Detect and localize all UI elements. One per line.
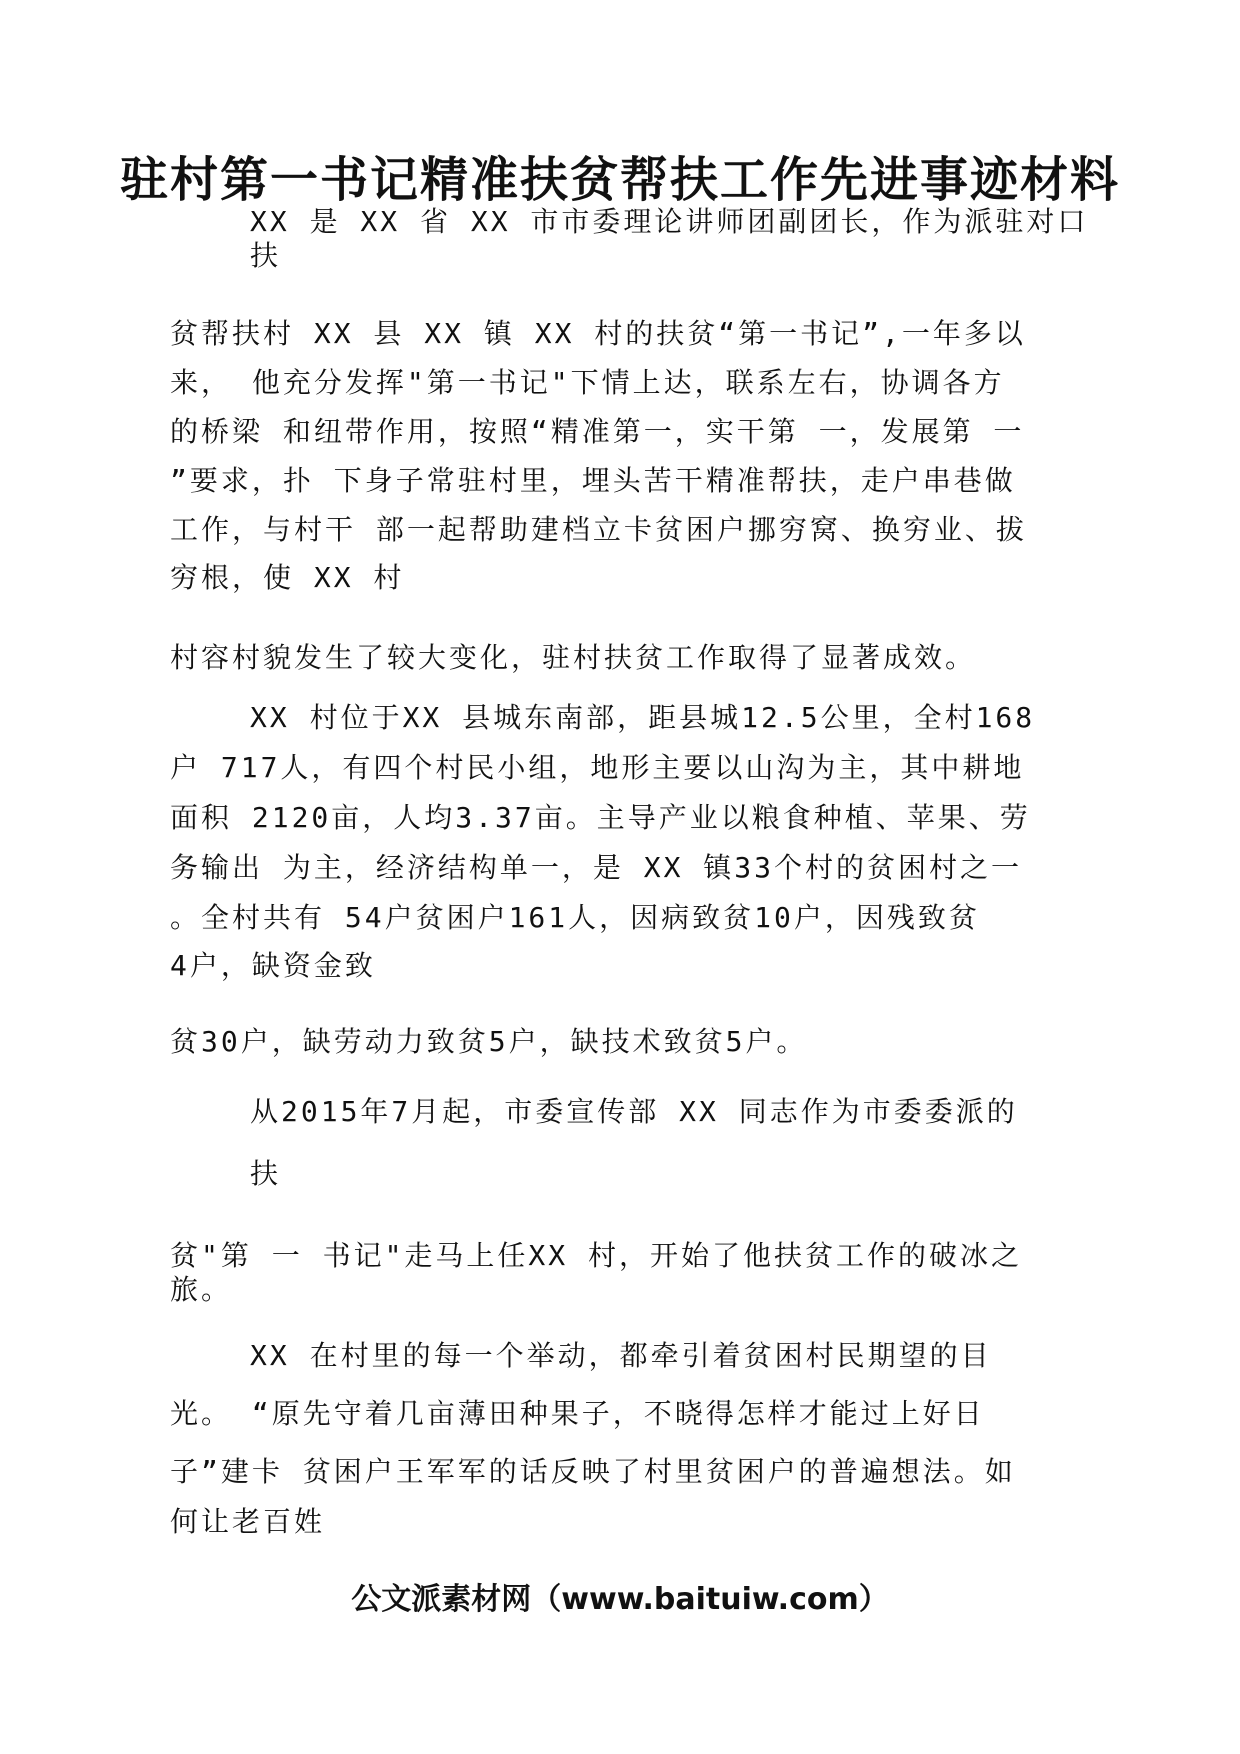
paragraph-line: 来， 他充分发挥"第一书记"下情上达，联系左右，协调各方 (170, 366, 1005, 399)
paragraph-line: 光。 “原先守着几亩薄田种果子，不晓得怎样才能过上好日 (170, 1397, 985, 1430)
paragraph-line: 从2015年7月起，市委宣传部 XX 同志作为市委委派的 (250, 1095, 1018, 1128)
paragraph-line: 贫30户，缺劳动力致贫5户，缺技术致贫5户。 (170, 1025, 808, 1058)
paragraph-line: 的桥梁 和纽带作用，按照“精准第一，实干第 一，发展第 一 (170, 415, 1025, 448)
paragraph-line: 户 717人，有四个村民小组，地形主要以山沟为主，其中耕地 (170, 751, 1025, 784)
paragraph-line: 4户，缺资金致 (170, 949, 376, 982)
paragraph-line: 村容村貌发生了较大变化，驻村扶贫工作取得了显著成效。 (170, 641, 977, 674)
paragraph-line: 何让老百姓 (170, 1505, 326, 1538)
paragraph-line: 贫"第 一 书记"走马上任XX 村，开始了他扶贫工作的破冰之 (170, 1239, 1023, 1272)
paragraph-line: 穷根，使 XX 村 (170, 561, 405, 594)
paragraph-line: XX 是 XX 省 XX 市市委理论讲师团副团长，作为派驻对口 (250, 205, 1089, 238)
paragraph-line: XX 在村里的每一个举动，都牵引着贫困村民期望的目 (250, 1339, 992, 1372)
paragraph-line: 工作，与村干 部一起帮助建档立卡贫困户挪穷窝、换穷业、拔 (170, 513, 1027, 546)
paragraph-line: ”要求，扑 下身子常驻村里，埋头苦干精准帮扶，走户串巷做 (170, 464, 1016, 497)
paragraph-line: 贫帮扶村 XX 县 XX 镇 XX 村的扶贫“第一书记”,一年多以 (170, 317, 1026, 350)
paragraph-line: XX 村位于XX 县城东南部，距县城12.5公里，全村168 (250, 701, 1036, 734)
paragraph-line: 旅。 (170, 1273, 233, 1306)
paragraph-line: 。全村共有 54户贫困户161人，因病致贫10户，因残致贫 (170, 901, 980, 934)
footer-source-text: 公文派素材网（www.baituiw.com） (351, 1582, 889, 1617)
paragraph-line: 子”建卡 贫困户王军军的话反映了村里贫困户的普遍想法。如 (170, 1455, 1016, 1488)
document-title: 驻村第一书记精准扶贫帮扶工作先进事迹材料 (119, 152, 1120, 208)
paragraph-line: 务输出 为主，经济结构单一，是 XX 镇33个村的贫困村之一 (170, 851, 1023, 884)
paragraph-line: 面积 2120亩，人均3.37亩。主导产业以粮食种植、苹果、劳 (170, 801, 1031, 834)
paragraph-line: 扶 (250, 1157, 282, 1190)
paragraph-line: 扶 (250, 239, 282, 272)
